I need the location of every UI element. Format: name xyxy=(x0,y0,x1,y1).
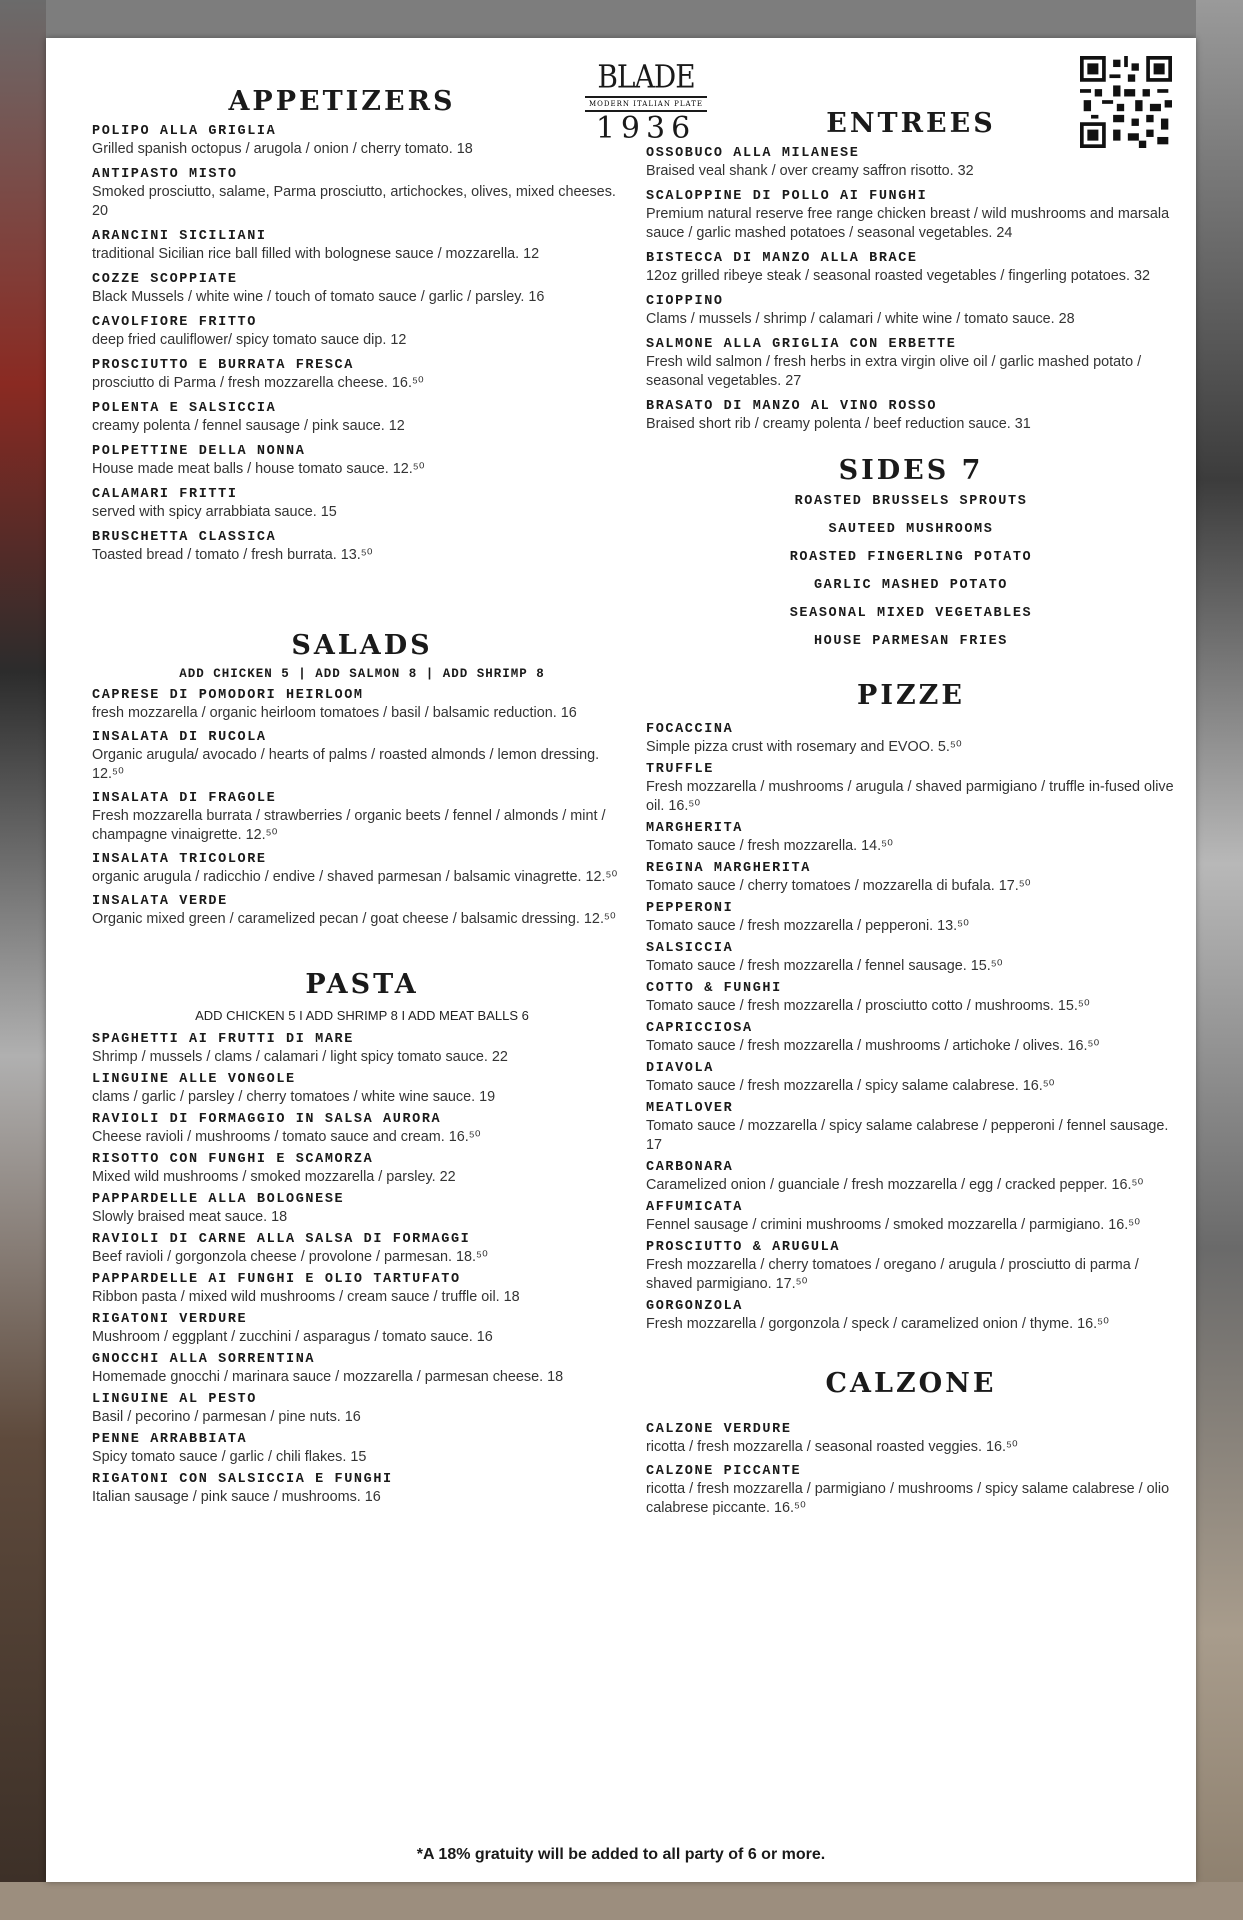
menu-item xyxy=(92,1151,632,1187)
menu-item xyxy=(646,145,1176,181)
menu-item xyxy=(646,820,1176,856)
menu-item xyxy=(92,851,632,887)
menu-item xyxy=(92,1431,632,1467)
menu-item xyxy=(92,729,632,784)
menu-item xyxy=(646,940,1176,976)
menu-item-name: RAVIOLI DI CARNE ALLA SALSA DI FORMAGGI xyxy=(92,1232,471,1247)
menu-item-name: PAPPARDELLE AI FUNGHI E OLIO TARTUFATO xyxy=(92,1272,461,1287)
menu-item xyxy=(646,1100,1176,1155)
menu-item-description: House made meat balls / house tomato sauce. 12.⁵⁰ xyxy=(92,461,425,477)
sides-list xyxy=(646,488,1176,656)
menu-item-name: CALZONE VERDURE xyxy=(646,1422,792,1437)
menu-item xyxy=(646,1298,1176,1334)
menu-item-name: RAVIOLI DI FORMAGGIO IN SALSA AURORA xyxy=(92,1112,442,1127)
menu-item-name: INSALATA DI FRAGOLE xyxy=(92,791,277,806)
menu-item xyxy=(646,293,1176,329)
menu-item-description: Mushroom / eggplant / zucchini / asparagus / tomato sauce. 16 xyxy=(92,1329,493,1345)
side-item: ROASTED BRUSSELS SPROUTS xyxy=(794,494,1028,509)
logo-year: 1936 xyxy=(595,111,697,146)
menu-item-name: INSALATA TRICOLORE xyxy=(92,852,267,867)
menu-item xyxy=(646,250,1176,286)
menu-item-description: Tomato sauce / fresh mozzarella. 14.⁵⁰ xyxy=(646,838,893,854)
menu-item-name: CALAMARI FRITTI xyxy=(92,487,238,502)
salads-addons: ADD CHICKEN 5 | ADD SALMON 8 | ADD SHRIMP 8 xyxy=(179,667,545,681)
menu-item-name: COTTO & FUNGHI xyxy=(646,981,782,996)
menu-item-name: INSALATA VERDE xyxy=(92,894,228,909)
menu-item-name: GORGONZOLA xyxy=(646,1299,744,1314)
menu-item-description: 12oz grilled ribeye steak / seasonal roasted vegetables / fingerling potatoes. 32 xyxy=(646,268,1150,284)
menu-item xyxy=(646,1159,1176,1195)
menu-item-name: BRASATO DI MANZO AL VINO ROSSO xyxy=(646,399,938,414)
menu-item-description: ricotta / fresh mozzarella / seasonal roasted veggies. 16.⁵⁰ xyxy=(646,1439,1018,1455)
menu-item xyxy=(92,1471,632,1507)
appetizers-title: APPETIZERS xyxy=(228,86,456,117)
menu-item xyxy=(92,1231,632,1267)
appetizers-list xyxy=(92,123,632,565)
menu-item-description: served with spicy arrabbiata sauce. 15 xyxy=(92,504,337,520)
pasta-title: PASTA xyxy=(305,969,419,1000)
menu-item-description: Cheese ravioli / mushrooms / tomato sauce and cream. 16.⁵⁰ xyxy=(92,1129,481,1145)
menu-item xyxy=(646,1463,1176,1518)
menu-item-description: traditional Sicilian rice ball filled with bolognese sauce / mozzarella. 12 xyxy=(92,246,540,262)
menu-item-description: Tomato sauce / fresh mozzarella / pepperoni. 13.⁵⁰ xyxy=(646,918,969,934)
menu-item-description: ricotta / fresh mozzarella / parmigiano / mushrooms / spicy salame calabrese / olio calabrese piccante. 16.⁵⁰ xyxy=(646,1481,1170,1516)
menu-item-name: SPAGHETTI AI FRUTTI DI MARE xyxy=(92,1032,354,1047)
menu-item-name: TRUFFLE xyxy=(646,762,714,777)
menu-item-description: Braised short rib / creamy polenta / beef reduction sauce. 31 xyxy=(646,416,1031,432)
menu-item-name: RIGATONI VERDURE xyxy=(92,1312,248,1327)
menu-item-description: Ribbon pasta / mixed wild mushrooms / cream sauce / truffle oil. 18 xyxy=(92,1289,520,1305)
logo-tagline: MODERN ITALIAN PLATE xyxy=(585,96,707,112)
menu-item-description: Fennel sausage / crimini mushrooms / smoked mozzarella / parmigiano. 16.⁵⁰ xyxy=(646,1217,1141,1233)
menu-item xyxy=(92,271,632,307)
menu-item xyxy=(646,336,1176,391)
menu-item-description: Tomato sauce / mozzarella / spicy salame calabrese / pepperoni / fennel sausage. 17 xyxy=(646,1118,1169,1153)
menu-item-name: PROSCIUTTO E BURRATA FRESCA xyxy=(92,358,354,373)
menu-item-description: Tomato sauce / fresh mozzarella / fennel sausage. 15.⁵⁰ xyxy=(646,958,1003,974)
menu-item-name: INSALATA DI RUCOLA xyxy=(92,730,267,745)
side-item: GARLIC MASHED POTATO xyxy=(813,578,1009,593)
menu-item-name: PROSCIUTTO & ARUGULA xyxy=(646,1240,841,1255)
menu-item-description: Homemade gnocchi / marinara sauce / mozzarella / parmesan cheese. 18 xyxy=(92,1369,564,1385)
menu-item-name: REGINA MARGHERITA xyxy=(646,861,811,876)
menu-item-name: POLPETTINE DELLA NONNA xyxy=(92,444,306,459)
menu-item xyxy=(646,398,1176,434)
menu-item xyxy=(92,1351,632,1387)
side-item: HOUSE PARMESAN FRIES xyxy=(813,634,1009,649)
menu-item xyxy=(92,1071,632,1107)
menu-item-description: Fresh mozzarella / gorgonzola / speck / caramelized onion / thyme. 16.⁵⁰ xyxy=(646,1316,1109,1332)
menu-item-name: DIAVOLA xyxy=(646,1061,714,1076)
menu-item-name: RIGATONI CON SALSICCIA E FUNGHI xyxy=(92,1472,393,1487)
menu-item-name: OSSOBUCO ALLA MILANESE xyxy=(646,146,860,161)
menu-item xyxy=(92,790,632,845)
menu-item-description: Beef ravioli / gorgonzola cheese / provolone / parmesan. 18.⁵⁰ xyxy=(92,1249,488,1265)
left-column xyxy=(92,86,632,1511)
menu-item xyxy=(92,400,632,436)
menu-item xyxy=(92,314,632,350)
entrees-list xyxy=(646,145,1176,434)
menu-item-description: Slowly braised meat sauce. 18 xyxy=(92,1209,288,1225)
menu-item-name: SALSICCIA xyxy=(646,941,734,956)
side-item: SEASONAL MIXED VEGETABLES xyxy=(789,606,1033,621)
menu-item-name: LINGUINE AL PESTO xyxy=(92,1392,257,1407)
calzone-list xyxy=(646,1421,1176,1518)
menu-item-description: Tomato sauce / cherry tomatoes / mozzarella di bufala. 17.⁵⁰ xyxy=(646,878,1031,894)
menu-item-name: AFFUMICATA xyxy=(646,1200,744,1215)
menu-item-description: Smoked prosciutto, salame, Parma prosciutto, artichockes, olives, mixed cheeses. 20 xyxy=(92,184,616,219)
menu-item-description: Spicy tomato sauce / garlic / chili flakes. 15 xyxy=(92,1449,367,1465)
menu-item-description: clams / garlic / parsley / cherry tomatoes / white wine sauce. 19 xyxy=(92,1089,496,1105)
entrees-title: ENTREES xyxy=(826,108,996,139)
menu-item xyxy=(646,860,1176,896)
menu-item xyxy=(646,188,1176,243)
menu-item-description: Mixed wild mushrooms / smoked mozzarella / parsley. 22 xyxy=(92,1169,456,1185)
gratuity-note: *A 18% gratuity will be added to all party of 6 or more. xyxy=(416,1846,826,1863)
sides-title: SIDES 7 xyxy=(838,455,984,486)
menu-item-description: Tomato sauce / fresh mozzarella / prosciutto cotto / mushrooms. 15.⁵⁰ xyxy=(646,998,1090,1014)
side-item: ROASTED FINGERLING POTATO xyxy=(789,550,1033,565)
menu-item-description: Black Mussels / white wine / touch of tomato sauce / garlic / parsley. 16 xyxy=(92,289,545,305)
menu-item-description: Toasted bread / tomato / fresh burrata. 13.⁵⁰ xyxy=(92,547,373,563)
menu-item xyxy=(646,1239,1176,1294)
menu-item xyxy=(92,893,632,929)
menu-item xyxy=(646,761,1176,816)
menu-item-name: PEPPERONI xyxy=(646,901,734,916)
menu-item xyxy=(92,443,632,479)
menu-item-description: Premium natural reserve free range chicken breast / wild mushrooms and marsala sauce / garlic mashed potatoes / seasonal vegetables. 24 xyxy=(646,206,1170,241)
menu-item-name: LINGUINE ALLE VONGOLE xyxy=(92,1072,296,1087)
menu-item xyxy=(92,1111,632,1147)
menu-item-name: BISTECCA DI MANZO ALLA BRACE xyxy=(646,251,918,266)
menu-item-description: Fresh mozzarella / cherry tomatoes / oregano / arugula / prosciutto di parma / shaved parmigiano. 17.⁵⁰ xyxy=(646,1257,1139,1292)
menu-item-description: Caramelized onion / guanciale / fresh mozzarella / egg / cracked pepper. 16.⁵⁰ xyxy=(646,1177,1144,1193)
menu-item-description: Grilled spanish octopus / arugola / onion / cherry tomato. 18 xyxy=(92,141,473,157)
menu-item-description: Clams / mussels / shrimp / calamari / white wine / tomato sauce. 28 xyxy=(646,311,1075,327)
menu-item-name: CIOPPINO xyxy=(646,294,724,309)
menu-item xyxy=(646,721,1176,757)
menu-item-name: GNOCCHI ALLA SORRENTINA xyxy=(92,1352,316,1367)
menu-item-description: creamy polenta / fennel sausage / pink sauce. 12 xyxy=(92,418,405,434)
menu-item-description: Basil / pecorino / parmesan / pine nuts. 16 xyxy=(92,1409,361,1425)
menu-item-name: ARANCINI SICILIANI xyxy=(92,229,267,244)
menu-item xyxy=(92,486,632,522)
calzone-title: CALZONE xyxy=(825,1368,997,1399)
menu-item-name: POLENTA E SALSICCIA xyxy=(92,401,277,416)
menu-item xyxy=(92,123,632,159)
menu-item xyxy=(646,1199,1176,1235)
menu-item-name: ANTIPASTO MISTO xyxy=(92,167,238,182)
menu-item-description: Simple pizza crust with rosemary and EVOO. 5.⁵⁰ xyxy=(646,739,962,755)
menu-item-name: BRUSCHETTA CLASSICA xyxy=(92,530,277,545)
menu-item-description: fresh mozzarella / organic heirloom tomatoes / basil / balsamic reduction. 16 xyxy=(92,705,577,721)
menu-item-description: Organic mixed green / caramelized pecan / goat cheese / balsamic dressing. 12.⁵⁰ xyxy=(92,911,616,927)
menu-item-description: prosciutto di Parma / fresh mozzarella cheese. 16.⁵⁰ xyxy=(92,375,424,391)
menu-item xyxy=(646,980,1176,1016)
menu-item-description: Braised veal shank / over creamy saffron risotto. 32 xyxy=(646,163,974,179)
menu-item xyxy=(92,1391,632,1427)
salads-list xyxy=(92,687,632,929)
menu-item-description: Fresh mozzarella / mushrooms / arugula / shaved parmigiano / truffle in-fused olive oil. 16.⁵⁰ xyxy=(646,779,1174,814)
menu-item-name: CAPRESE DI POMODORI HEIRLOOM xyxy=(92,688,364,703)
pizze-list xyxy=(646,721,1176,1334)
menu-card xyxy=(46,38,1196,1882)
salads-title: SALADS xyxy=(291,630,433,661)
menu-item xyxy=(92,166,632,221)
pasta-list xyxy=(92,1031,632,1507)
menu-item-description: Fresh mozzarella burrata / strawberries / organic beets / fennel / almonds / mint / champagne vinaigrette. 12.⁵⁰ xyxy=(92,808,606,843)
right-column xyxy=(646,108,1176,1524)
menu-item xyxy=(92,1191,632,1227)
menu-item-description: Organic arugula/ avocado / hearts of palms / roasted almonds / lemon dressing. 12.⁵⁰ xyxy=(92,747,600,782)
pizze-title: PIZZE xyxy=(857,680,965,711)
menu-item-description: organic arugula / radicchio / endive / shaved parmesan / balsamic vinagrette. 12.⁵⁰ xyxy=(92,869,618,885)
menu-item-name: COZZE SCOPPIATE xyxy=(92,272,238,287)
menu-item-name: MEATLOVER xyxy=(646,1101,734,1116)
menu-item xyxy=(646,1421,1176,1457)
side-item: SAUTEED MUSHROOMS xyxy=(828,522,994,537)
menu-item-description: Tomato sauce / fresh mozzarella / mushrooms / artichoke / olives. 16.⁵⁰ xyxy=(646,1038,1100,1054)
menu-item-name: CALZONE PICCANTE xyxy=(646,1464,802,1479)
menu-item xyxy=(646,1060,1176,1096)
menu-item-name: RISOTTO CON FUNGHI E SCAMORZA xyxy=(92,1152,374,1167)
menu-item-name: FOCACCINA xyxy=(646,722,734,737)
menu-item-name: CAVOLFIORE FRITTO xyxy=(92,315,257,330)
menu-item xyxy=(92,529,632,565)
menu-item xyxy=(92,1311,632,1347)
menu-item-name: SCALOPPINE DI POLLO AI FUNGHI xyxy=(646,189,928,204)
pasta-addons: ADD CHICKEN 5 I ADD SHRIMP 8 I ADD MEAT BALLS 6 xyxy=(195,1008,529,1023)
menu-item xyxy=(646,1020,1176,1056)
menu-item xyxy=(92,687,632,723)
menu-item-description: deep fried cauliflower/ spicy tomato sauce dip. 12 xyxy=(92,332,407,348)
menu-item-name: CAPRICCIOSA xyxy=(646,1021,753,1036)
menu-item-name: MARGHERITA xyxy=(646,821,744,836)
menu-item xyxy=(92,1031,632,1067)
menu-item xyxy=(92,357,632,393)
menu-item-description: Italian sausage / pink sauce / mushrooms. 16 xyxy=(92,1489,381,1505)
menu-item-description: Tomato sauce / fresh mozzarella / spicy salame calabrese. 16.⁵⁰ xyxy=(646,1078,1055,1094)
menu-item xyxy=(92,1271,632,1307)
menu-item-name: CARBONARA xyxy=(646,1160,734,1175)
menu-item-name: PAPPARDELLE ALLA BOLOGNESE xyxy=(92,1192,345,1207)
logo-name: BLADE xyxy=(597,57,695,96)
menu-item-name: POLIPO ALLA GRIGLIA xyxy=(92,124,277,139)
menu-item xyxy=(646,900,1176,936)
menu-item-name: PENNE ARRABBIATA xyxy=(92,1432,248,1447)
menu-item-name: SALMONE ALLA GRIGLIA CON ERBETTE xyxy=(646,337,957,352)
menu-item-description: Shrimp / mussels / clams / calamari / light spicy tomato sauce. 22 xyxy=(92,1049,508,1065)
menu-item-description: Fresh wild salmon / fresh herbs in extra virgin olive oil / garlic mashed potato / seasonal vegetables. 27 xyxy=(646,354,1142,389)
menu-item xyxy=(92,228,632,264)
